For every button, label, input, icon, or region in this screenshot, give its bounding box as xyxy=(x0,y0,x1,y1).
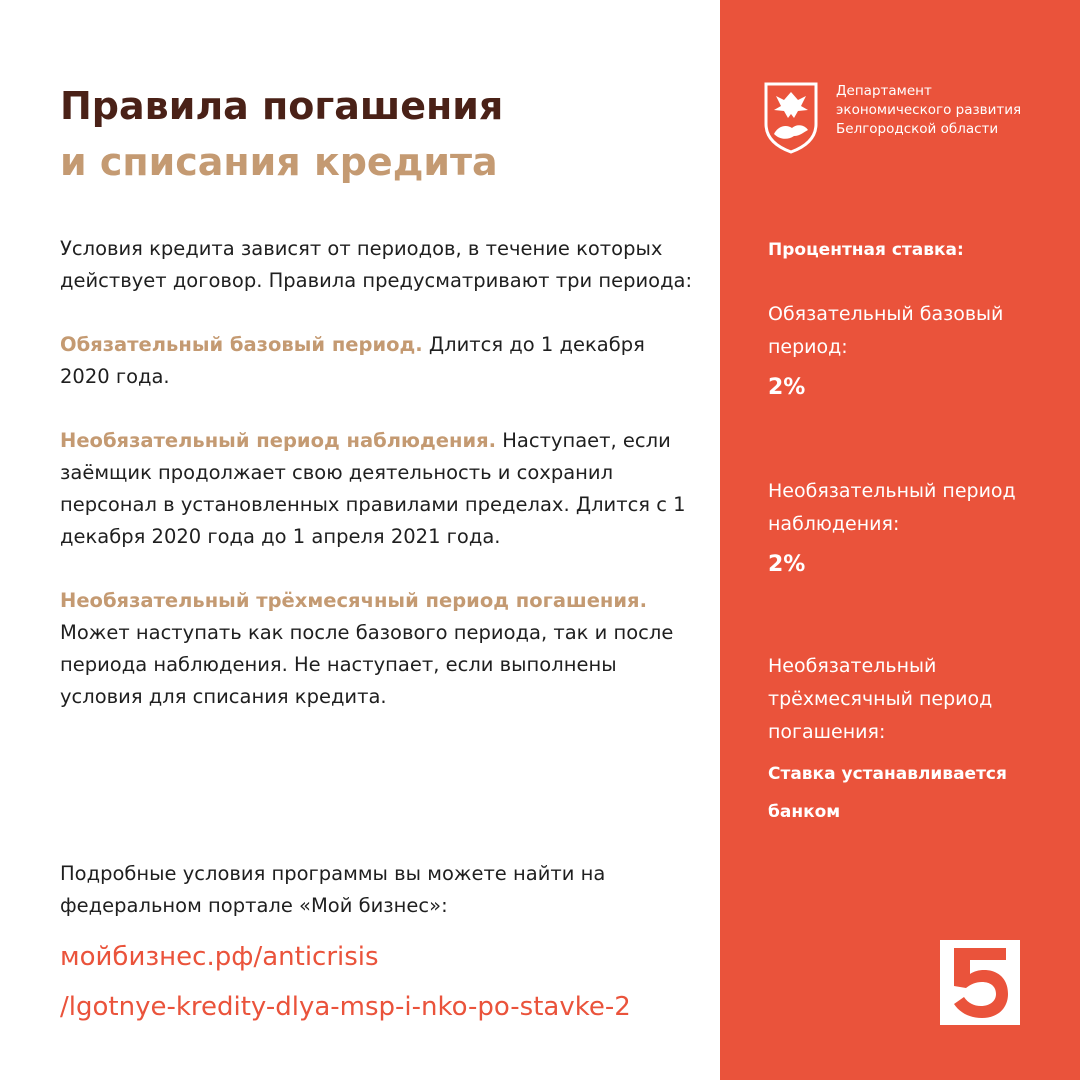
period-observation-text: Наступает, если заёмщик продолжает свою деятельность и сохранил персонал в установленных правилами пределах. Длится с 1 декабря 2020 года до 1 апреля 2021 года. xyxy=(60,429,686,548)
rate-base-value: 2% xyxy=(768,375,806,400)
period-repayment-text: Может наступать как после базового периода, так и после периода наблюдения. Не наступает, если выполнены условия для списания кредита. xyxy=(60,621,674,708)
rate-base-label: Обязательный базовый период: xyxy=(768,303,1004,358)
rate-repayment-block xyxy=(768,650,1058,831)
footer-note xyxy=(60,858,700,922)
rates-heading-block xyxy=(768,238,1058,262)
rate-observation-value: 2% xyxy=(768,552,806,577)
rate-observation-block xyxy=(768,475,1058,580)
department-line-2: экономического развития xyxy=(836,102,1022,118)
title-line-1: Правила погашения xyxy=(60,84,504,128)
rate-repayment-value: Ставка устанавливается банком xyxy=(768,764,1007,822)
period-repayment-title: Необязательный трёхмесячный период погашения. xyxy=(60,589,647,612)
period-base-text: Длится до 1 декабря 2020 года. xyxy=(60,333,645,388)
department-line-1: Департамент xyxy=(836,83,932,99)
portal-link[interactable] xyxy=(60,932,710,1032)
period-base-paragraph xyxy=(60,329,700,393)
channel-five-logo-icon xyxy=(940,940,1020,1025)
rate-repayment-label: Необязательный трёхмесячный период погашения: xyxy=(768,655,993,743)
rate-base-block xyxy=(768,298,1058,403)
rate-observation-label: Необязательный период наблюдения: xyxy=(768,480,1016,535)
belgorod-coat-of-arms-icon xyxy=(762,80,820,158)
footer-text: Подробные условия программы вы можете найти на федеральном портале «Мой бизнес»: xyxy=(60,862,606,917)
department-line-3: Белгородской области xyxy=(836,121,999,137)
period-observation-paragraph xyxy=(60,425,700,553)
portal-link-line-1[interactable]: мойбизнес.рф/anticrisis xyxy=(60,942,379,972)
intro-paragraph: Условия кредита зависят от периодов, в течение которых действует договор. Правила предусматривают три периода: xyxy=(60,237,693,292)
article-body xyxy=(60,233,700,713)
period-observation-title: Необязательный период наблюдения. xyxy=(60,429,497,452)
title-line-2: и списания кредита xyxy=(60,140,498,184)
rates-heading: Процентная ставка: xyxy=(768,240,964,260)
period-repayment-paragraph xyxy=(60,585,700,713)
department-name xyxy=(836,82,1066,139)
portal-link-line-2[interactable]: /lgotnye-kredity-dlya-msp-i-nko-po-stavke-2 xyxy=(60,992,631,1022)
page-title xyxy=(60,78,700,190)
period-base-title: Обязательный базовый период. xyxy=(60,333,423,356)
